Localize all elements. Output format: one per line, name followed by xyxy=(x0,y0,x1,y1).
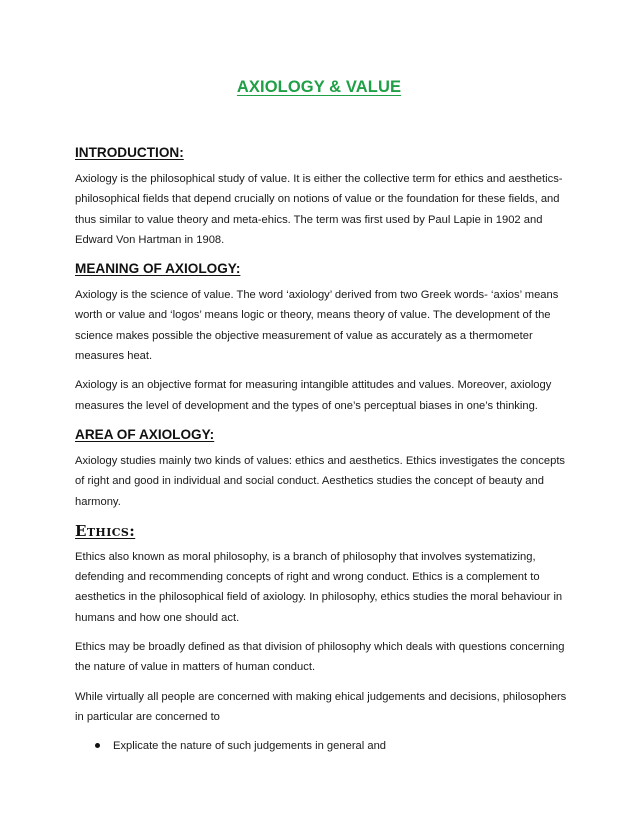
ethics-bullet-list xyxy=(75,736,567,756)
introduction-heading: INTRODUCTION: xyxy=(75,145,184,160)
document-title: AXIOLOGY & VALUE xyxy=(236,78,402,96)
area-paragraph: Axiology studies mainly two kinds of values: ethics and aesthetics. Ethics investigates the concepts of right and good in individual and social conduct. Aesthetics studies the concept of beauty and harmony. xyxy=(75,454,566,508)
introduction-paragraph: Axiology is the philosophical study of value. It is either the collective term for ethics and aesthetics- philosophical fields that depend crucially on notions of value or the foundation for these fields, and thus similar to value theory and meta-ehics. The term was first used by Paul Lapie in 1902 and Edward Von Hartman in 1908. xyxy=(75,173,563,246)
area-heading: AREA OF AXIOLOGY: xyxy=(75,426,215,442)
ethics-paragraph-1: Ethics also known as moral philosophy, is a branch of philosophy that involves systematizing, defending and recommending concepts of right and wrong conduct. Ethics is a complement to aesthetics in the philosophical field of axiology. In philosophy, ethics studies the moral behaviour in humans and how one should act. xyxy=(75,550,563,624)
document-body xyxy=(75,144,567,757)
list-item xyxy=(95,736,567,756)
ethics-paragraph-2: Ethics may be broadly defined as that division of philosophy which deals with questions concerning the nature of value in matters of human conduct. xyxy=(75,641,565,674)
meaning-paragraph-2: Axiology is an objective format for measuring intangible attitudes and values. Moreover, axiology measures the level of development and the types of one’s perceptual biases in one’s thinking. xyxy=(75,379,552,412)
meaning-paragraph-1: Axiology is the science of value. The word ‘axiology’ derived from two Greek words- ‘axios’ means worth or value and ‘logos’ means logic or theory, means theory of value. The development of the science makes possible the objective measurement of value as accurately as a thermometer measures heat. xyxy=(75,289,559,363)
meaning-heading: MEANING OF AXIOLOGY: xyxy=(75,261,241,277)
bullet-icon xyxy=(95,743,100,748)
bullet-text: Explicate the nature of such judgements in general and xyxy=(113,740,387,753)
ethics-heading: Ethics: xyxy=(75,521,136,540)
ethics-paragraph-3: While virtually all people are concerned with making ehical judgements and decisions, philosophers in particular are concerned to xyxy=(75,690,567,723)
